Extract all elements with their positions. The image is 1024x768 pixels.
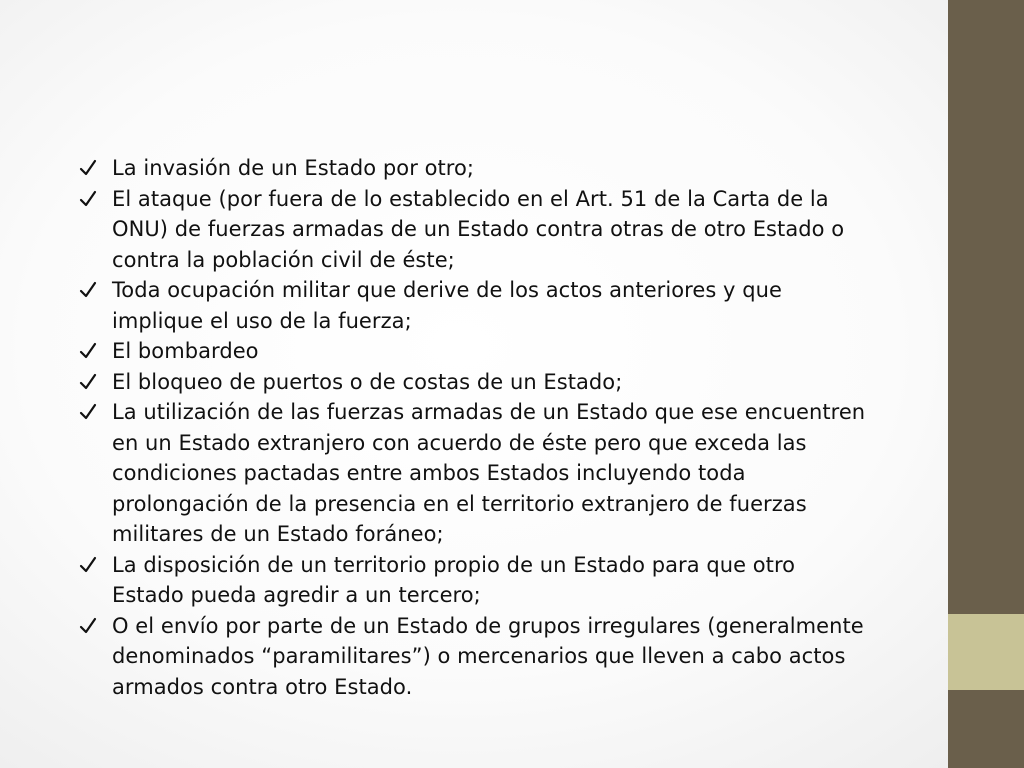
bullet-list <box>76 153 956 702</box>
bullet-text-line: El bloqueo de puertos o de costas de un Estado; <box>112 369 623 394</box>
checkmark-icon <box>78 397 98 427</box>
checkmark-icon <box>78 550 98 580</box>
bullet-text-line: denominados “paramilitares”) o mercenarios que lleven a cabo actos <box>112 644 846 668</box>
bullet-text-line: La disposición de un territorio propio de un Estado para que otro <box>112 552 796 577</box>
checkmark-icon <box>78 153 98 183</box>
bullet-text-line: ONU) de fuerzas armadas de un Estado contra otras de otro Estado o <box>112 217 845 241</box>
bullet-text-line: O el envío por parte de un Estado de grupos irregulares (generalmente <box>112 613 864 638</box>
bullet-text-line: armados contra otro Estado. <box>112 674 413 699</box>
checkmark-icon <box>78 184 98 214</box>
bullet-item <box>76 184 956 276</box>
bullet-text-line: contra la población civil de éste; <box>112 247 455 272</box>
bullet-item <box>76 550 956 611</box>
bullet-item <box>76 153 956 184</box>
checkmark-icon <box>78 275 98 305</box>
bullet-item <box>76 397 956 550</box>
bullet-text-line: El bombardeo <box>112 339 259 363</box>
bullet-text-line: Estado pueda agredir a un tercero; <box>112 583 481 607</box>
bullet-item <box>76 367 956 398</box>
checkmark-icon <box>78 336 98 366</box>
bullet-item <box>76 611 956 703</box>
bullet-text-line: condiciones pactadas entre ambos Estados incluyendo toda <box>112 461 746 485</box>
bullet-text-line: prolongación de la presencia en el territorio extranjero de fuerzas <box>112 491 807 516</box>
bullet-text-line: en un Estado extranjero con acuerdo de éste pero que exceda las <box>112 430 807 455</box>
bullet-text-line: La utilización de las fuerzas armadas de un Estado que ese encuentren <box>112 400 866 424</box>
bullet-item <box>76 275 956 336</box>
decorative-sidebar-accent <box>948 614 1024 690</box>
bullet-item <box>76 336 956 367</box>
bullet-text-line: La invasión de un Estado por otro; <box>112 156 475 180</box>
bullet-text-line: implique el uso de la fuerza; <box>112 308 412 333</box>
bullet-text-line: militares de un Estado foráneo; <box>112 522 444 546</box>
bullet-text-line: Toda ocupación militar que derive de los actos anteriores y que <box>112 278 782 302</box>
checkmark-icon <box>78 367 98 397</box>
checkmark-icon <box>78 611 98 641</box>
bullet-text-line: El ataque (por fuera de lo establecido en el Art. 51 de la Carta de la <box>112 186 829 211</box>
